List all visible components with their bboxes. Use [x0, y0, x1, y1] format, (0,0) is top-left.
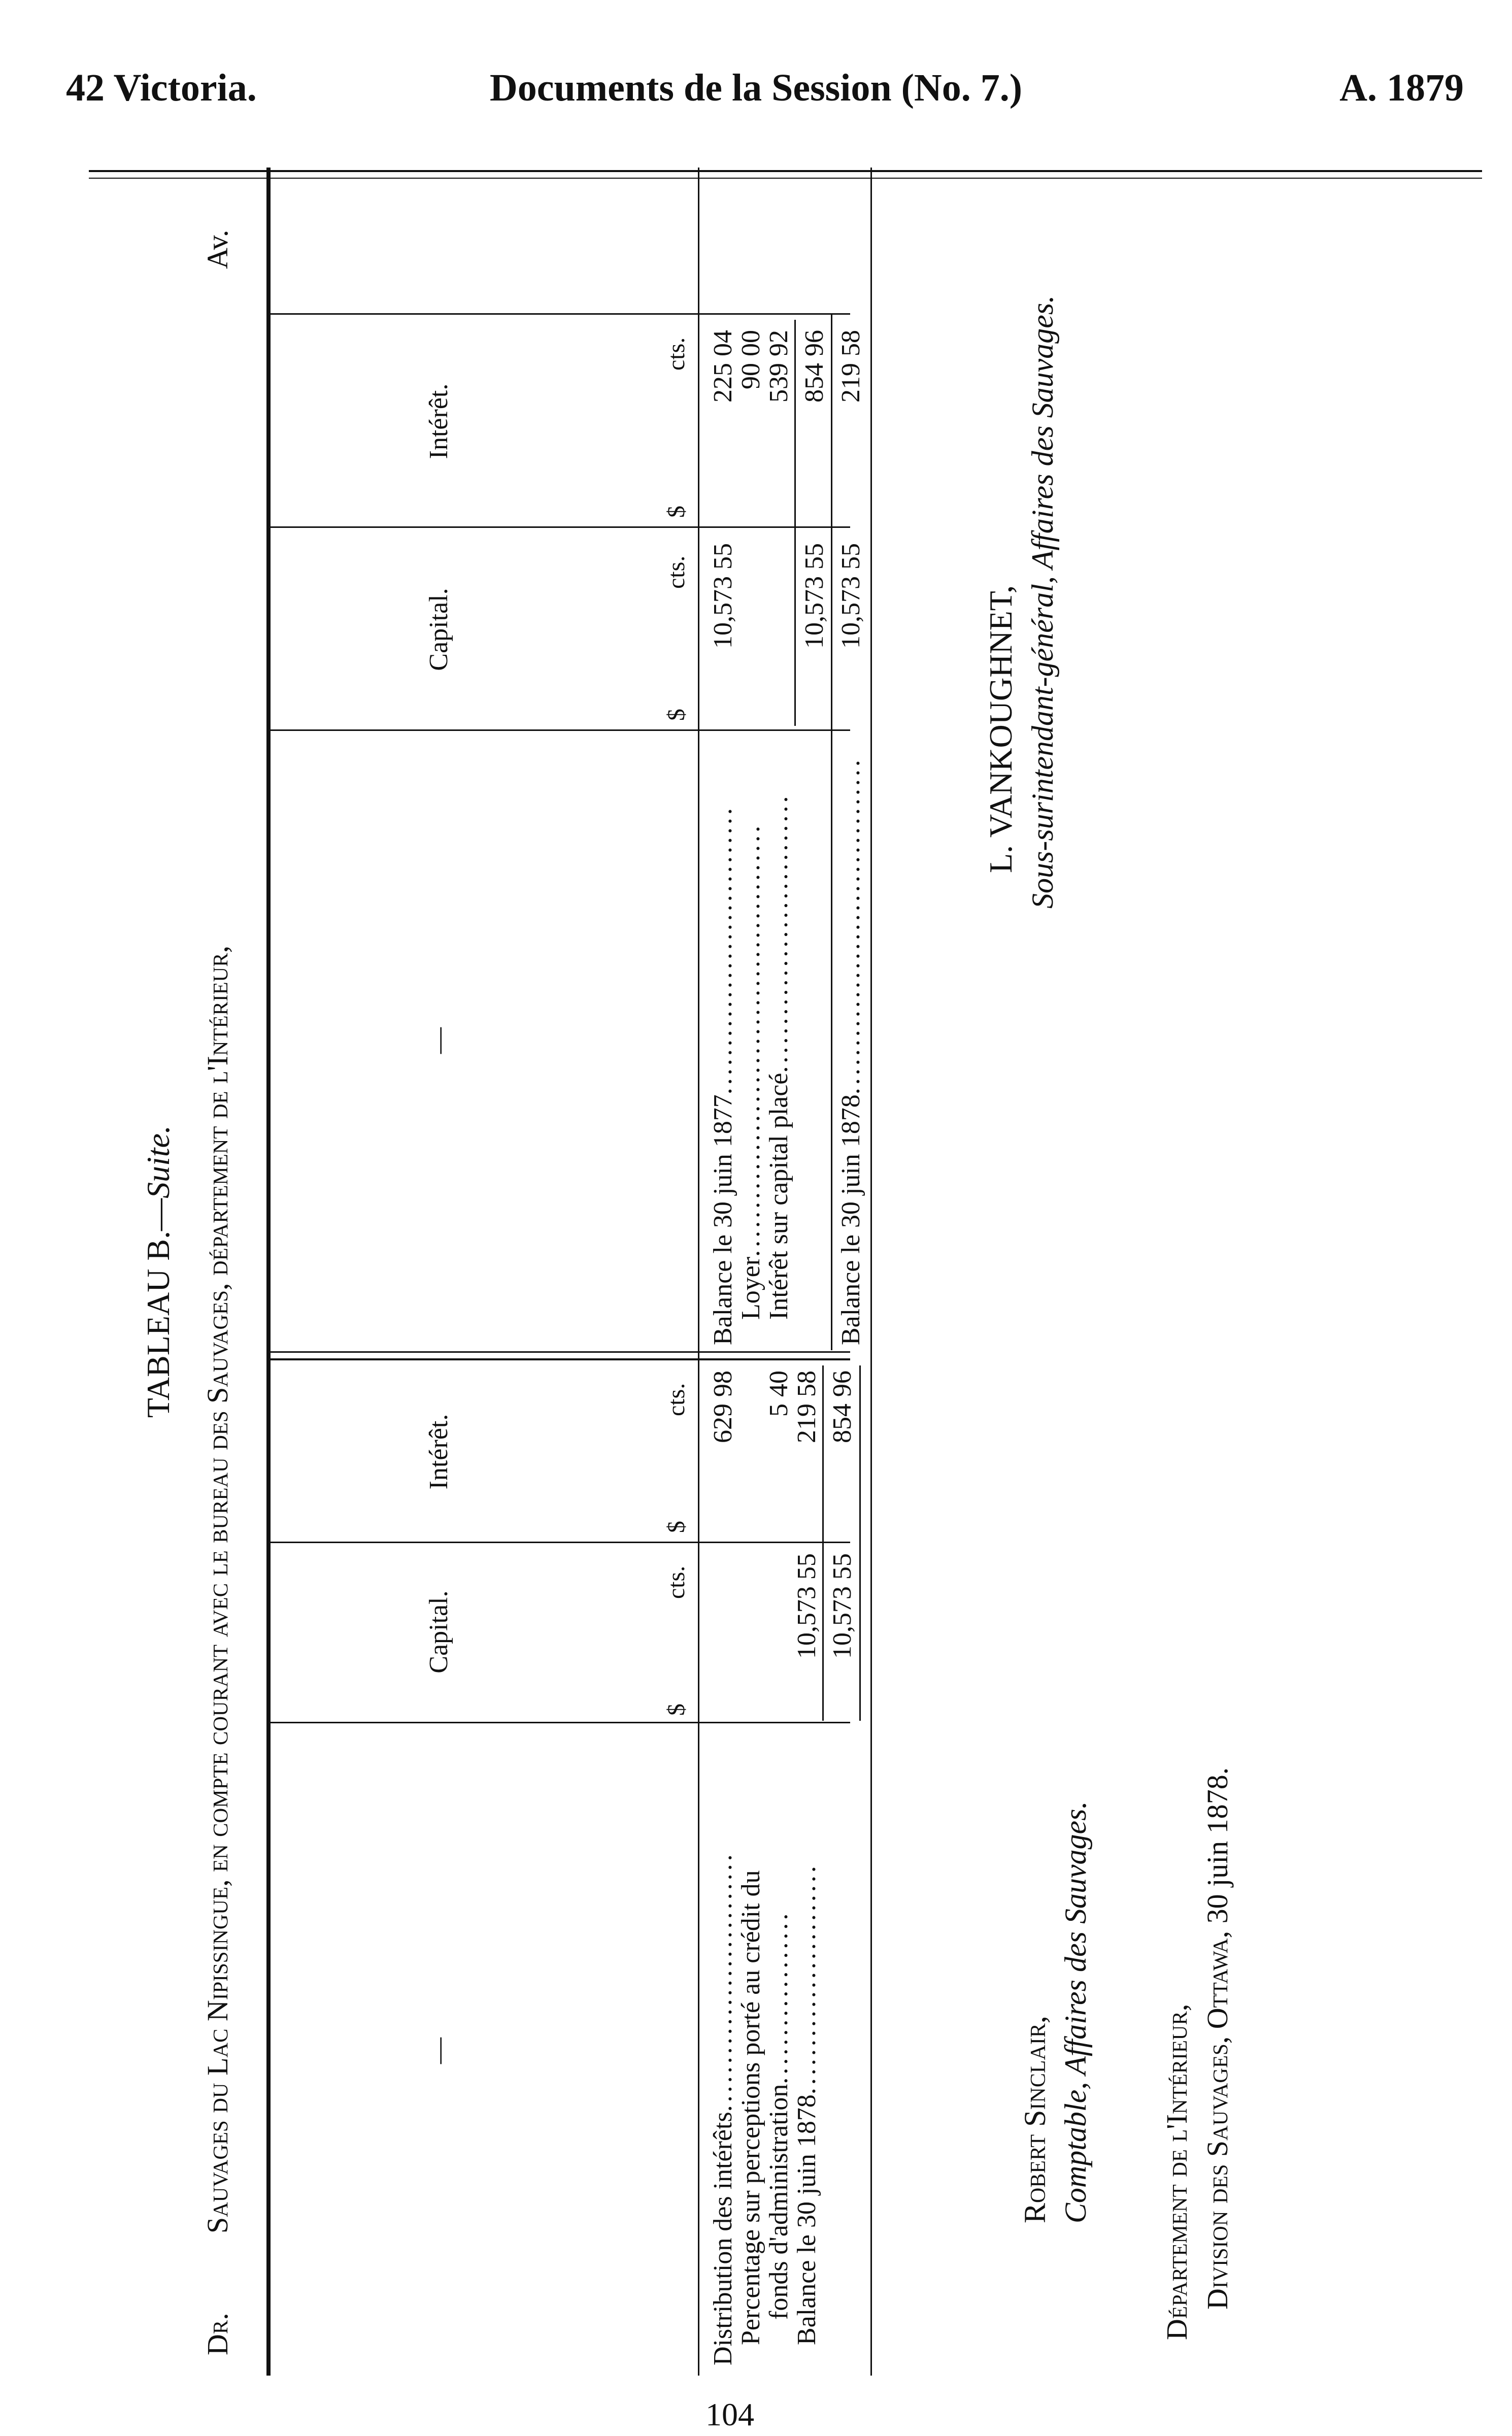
- credit-row: [736, 736, 766, 1320]
- debit-row: [764, 1726, 794, 2320]
- header-session-year: 42 Victoria.: [66, 66, 257, 109]
- credit-description-header: —: [424, 1027, 453, 1054]
- debit-bottom-rule: [859, 1365, 861, 1721]
- credit-interet-dollar: $: [663, 506, 690, 518]
- debit-row-interet: 629 98: [709, 1371, 737, 1443]
- accountant-name: Robert Sinclair,: [1018, 2016, 1052, 2223]
- debit-row-label: fonds d'administration: [764, 2084, 793, 2320]
- debit-row: [736, 1726, 766, 2345]
- debit-row: [792, 1726, 822, 2345]
- credit-row-label: Balance le 30 juin 1877: [709, 1094, 737, 1345]
- division-name: Division des Sauvages,: [1201, 2036, 1234, 2310]
- debit-marker: Dr.: [201, 2313, 234, 2355]
- credit-row-label: Intérêt sur capital placé: [764, 1073, 793, 1320]
- page-number: 104: [705, 2396, 754, 2432]
- credit-row: [708, 736, 738, 1345]
- debit-row-label: Distribution des intérêts: [709, 2112, 737, 2365]
- center-divider-2: [266, 1351, 850, 1353]
- debit-interet-header: Intérêt.: [424, 1414, 453, 1490]
- header-document-title: Documents de la Session (No. 7.): [489, 66, 1023, 109]
- debit-total-rule: [822, 1365, 824, 1721]
- debit-total-interet: 854 96: [828, 1371, 857, 1443]
- credit-total-capital: 10,573 55: [800, 543, 829, 649]
- debit-row-label: Balance le 30 juin 1878: [792, 2094, 821, 2345]
- debit-capital-header: Capital.: [424, 1590, 453, 1674]
- table-title: [140, 168, 177, 2376]
- credit-balance-capital: 10,573 55: [836, 543, 865, 649]
- leader-dots: .............................: [764, 793, 793, 1073]
- signature-date: 30 juin 1878.: [1201, 1767, 1234, 1924]
- credit-interet-cts: cts.: [663, 337, 690, 371]
- debit-col-divider-1: [266, 1722, 850, 1723]
- place-name: Ottawa,: [1201, 1930, 1234, 2029]
- table-title-main: TABLEAU B.—: [140, 1198, 176, 1418]
- leader-dots: .............................................: [736, 822, 765, 1257]
- debit-row-interet: 219 58: [792, 1371, 821, 1443]
- credit-row-interet: 225 04: [709, 330, 737, 403]
- superintendent-name: L. VANKOUGHNET,: [983, 585, 1019, 873]
- credit-total-interet: 854 96: [800, 330, 829, 403]
- division-line: [1200, 1767, 1234, 2310]
- credit-marker: Av.: [201, 229, 234, 269]
- debit-total-capital: 10,573 55: [828, 1553, 857, 1659]
- debit-description-header: —: [424, 2038, 453, 2064]
- department-line: Département de l'Intérieur,: [1160, 2004, 1193, 2340]
- debit-capital-dollar: $: [663, 1704, 690, 1716]
- accountant-title: Comptable, Affaires des Sauvages.: [1059, 1801, 1092, 2223]
- debit-capital-cts: cts.: [663, 1565, 690, 1599]
- debit-col-divider-2: [266, 1542, 850, 1543]
- credit-balance-rule: [831, 315, 832, 1350]
- debit-row: [708, 1726, 738, 2365]
- debit-row-capital: 10,573 55: [792, 1553, 821, 1659]
- credit-col-divider-2: [266, 526, 850, 528]
- credit-row-interet: 539 92: [764, 330, 793, 403]
- credit-row-interet: 90 00: [736, 330, 765, 389]
- superintendent-title: Sous-surintendant-général, Affaires des Sauvages.: [1026, 295, 1059, 909]
- leader-dots: ...........................: [709, 1851, 737, 2112]
- table-under-units-rule: [698, 168, 699, 2376]
- center-divider-1: [266, 1358, 850, 1360]
- credit-row-capital: 10,573 55: [709, 543, 737, 649]
- leader-dots: ..................: [764, 1910, 793, 2084]
- table-bottom-rule: [870, 168, 872, 2376]
- account-subtitle: Sauvages du Lac Nipissingue, en compte courant avec le bureau des Sauvages, département de l'Intérieur,: [201, 945, 234, 2233]
- debit-interet-cts: cts.: [663, 1383, 690, 1416]
- credit-capital-dollar: $: [663, 709, 690, 721]
- credit-col-divider-1: [266, 729, 850, 731]
- leader-dots: ........................: [792, 1863, 821, 2095]
- debit-row-interet: 5 40: [764, 1371, 793, 1417]
- debit-row-label: Percentage sur perceptions porté au crédit du: [736, 1870, 765, 2345]
- table-title-suffix: Suite.: [140, 1125, 176, 1198]
- credit-balance-interet: 219 58: [836, 330, 865, 403]
- debit-interet-dollar: $: [663, 1521, 690, 1533]
- credit-row-label: Balance le 30 juin 1878: [836, 1094, 865, 1345]
- credit-row: [836, 736, 866, 1345]
- credit-capital-header: Capital.: [424, 588, 453, 671]
- credit-col-divider-3: [266, 313, 850, 315]
- leader-dots: ..............................: [709, 805, 737, 1095]
- rotated-table-page: [140, 168, 1510, 2376]
- credit-row-label: Loyer: [736, 1256, 765, 1320]
- header-year: A. 1879: [1339, 66, 1464, 109]
- credit-capital-cts: cts.: [663, 555, 690, 589]
- table-top-rule: [266, 168, 271, 2376]
- credit-row: [764, 736, 794, 1320]
- leader-dots: ...................................: [836, 757, 865, 1095]
- credit-interet-header: Intérêt.: [424, 383, 453, 459]
- credit-total-rule: [794, 320, 796, 726]
